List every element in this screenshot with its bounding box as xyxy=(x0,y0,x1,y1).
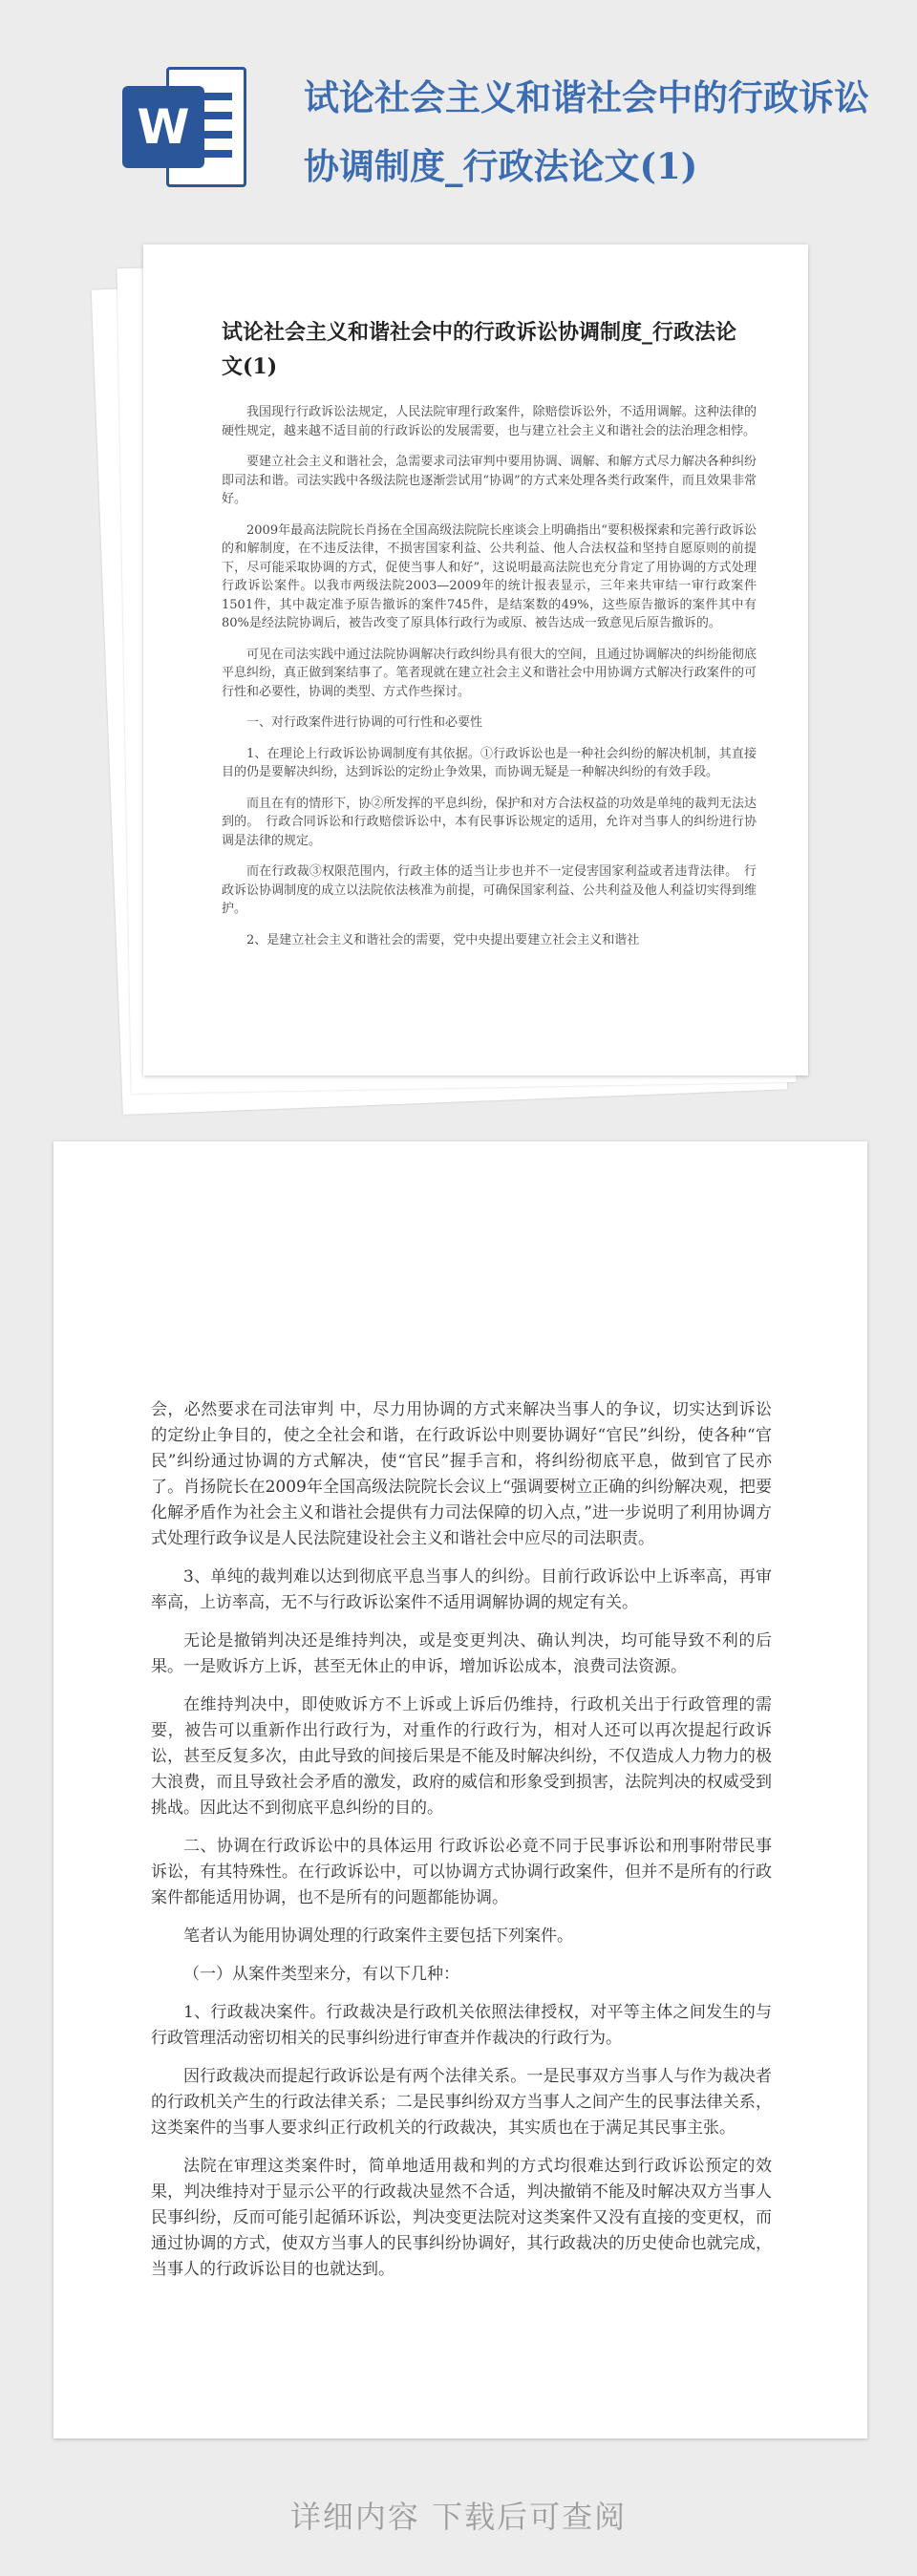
paragraph: 3、单纯的裁判难以达到彻底平息当事人的纠纷。目前行政诉讼中上诉率高，再审率高，上访率高，无不与行政诉讼案件不适用调解协调的规定有关。 xyxy=(151,1567,772,1612)
paragraph: 会，必然要求在司法审判 中，尽力用协调的方式来解决当事人的争议，切实达到诉讼的定纷止争目的，使之全社会和谐，在行政诉讼中则要协调好“官民”纠纷，使各种“官民”纠纷通过协调的方式解决，使“官民”握手言和，将纠纷彻底平息，做到官了民亦了。肖扬院长在2009年全国高级法院院长会议上“强调要树立正确的纠纷解决观，把要化解矛盾作为社会主义和谐社会提供有力司法保障的切入点，”进一步说明了利用协调方式处理行政争议是人民法院建设社会主义和谐社会中应尽的司法职责。 xyxy=(151,1400,772,1548)
page-2-body xyxy=(151,1397,772,2295)
section-heading: （一）从案件类型来分，有以下几种： xyxy=(183,1965,459,1984)
page-title: 试论社会主义和谐社会中的行政诉讼协调制度_行政法论文(1) xyxy=(304,76,869,187)
paragraph: 2009年最高法院院长肖扬在全国高级法院院长座谈会上明确指出“要积极探索和完善行政诉讼的和解制度，在不违反法律，不损害国家利益、公共利益、他人合法权益和坚持自愿原则的前提下，尽可能采取协调的方式，促使当事人和好”，这说明最高法院也充分肯定了用协调的方式处理行政诉讼案件。以我市两级法院2003—2009年的统计报表显示，三年来共审结一审行政案件1501件，其中裁定准予原告撤诉的案件745件，是结案数的49%，这些原告撤诉的案件其中有80%是经法院协调后，被告改变了原具体行政行为或原、被告达成一致意见后原告撤诉的。 xyxy=(222,522,757,630)
paragraph: 笔者认为能用协调处理的行政案件主要包括下列案件。 xyxy=(183,1927,573,1946)
paragraph: 二、协调在行政诉讼中的具体运用 行政诉讼必竟不同于民事诉讼和刑事附带民事诉讼，有其特殊性。在行政诉讼中，可以协调方式协调行政案件，但并不是所有的行政案件都能适用协调，也不是所有的问题都能协调。 xyxy=(151,1837,772,1907)
document-header xyxy=(0,0,917,244)
paragraph: 在维持判决中，即使败诉方不上诉或上诉后仍维持，行政机关出于行政管理的需要，被告可以重新作出行政行为，对重作的行政行为，相对人还可以再次提起行政诉讼，甚至反复多次，由此导致的间接后果是不能及时解决纠纷，不仅造成人力物力的极大浪费，而且导致社会矛盾的激发，政府的威信和形象受到损害，法院判决的权威受到挑战。因此达不到彻底平息纠纷的目的。 xyxy=(151,1695,772,1818)
paragraph: 而且在有的情形下，协②所发挥的平息纠纷，保护和对方合法权益的功效是单纯的裁判无法达到的。 行政合同诉讼和行政赔偿诉讼中，本有民事诉讼规定的适用，允许对当事人的纠纷进行协调是法律的规定。 xyxy=(222,796,757,848)
page-1-body xyxy=(222,403,757,962)
paragraph: 1、行政裁决案件。行政裁决是行政机关依照法律授权，对平等主体之间发生的与行政管理活动密切相关的民事纠纷进行审查并作裁决的行政行为。 xyxy=(151,2003,772,2048)
download-notice: 详细内容 下载后可查阅 xyxy=(289,2499,628,2535)
paragraph: 法院在审理这类案件时，简单地适用裁和判的方式均很难达到行政诉讼预定的效果，判决维持对于显示公平的行政裁决显然不合适，判决撤销不能及时解决双方当事人民事纠纷，反而可能引起循环诉讼，判决变更法院对这类案件又没有直接的变更权，而通过协调的方式，使双方当事人的民事纠纷协调好，其行政裁决的历史使命也就完成，当事人的行政诉讼目的也就达到。 xyxy=(151,2157,772,2279)
paragraph: 2、是建立社会主义和谐社会的需要，党中央提出要建立社会主义和谐社 xyxy=(246,932,640,947)
paragraph: 要建立社会主义和谐社会，急需要求司法审判中要用协调、调解、和解方式尽力解决各种纠纷即司法和谐。司法实践中各级法院也逐渐尝试用“协调”的方式来处理各类行政案件，而且效果非常好。 xyxy=(222,455,757,506)
paragraph: 可见在司法实践中通过法院协调解决行政纠纷具有很大的空间，且通过协调解决的纠纷能彻底平息纠纷，真正做到案结事了。笔者现就在建立社会主义和谐社会中用协调方式解决行政案件的可行性和必要性，协调的类型、方式作些探讨。 xyxy=(222,647,757,699)
paragraph: 我国现行行政诉讼法规定，人民法院审理行政案件，除赔偿诉讼外，不适用调解。这种法律的硬性规定，越来越不适目前的行政诉讼的发展需要，也与建立社会主义和谐社会的法治理念相悖。 xyxy=(222,405,757,438)
document-page-1 xyxy=(143,245,808,1075)
word-document-icon xyxy=(122,67,252,187)
word-letter-badge: W xyxy=(122,86,204,168)
paragraph: 无论是撤销判决还是维持判决，或是变更判决、确认判决，均可能导致不利的后果。一是败诉方上诉，甚至无休止的申诉，增加诉讼成本，浪费司法资源。 xyxy=(151,1631,772,1676)
paragraph: 因行政裁决而提起行政诉讼是有两个法律关系。一是民事双方当事人与作为裁决者的行政机关产生的行政法律关系；二是民事纠纷双方当事人之间产生的民事法律关系，这类案件的当事人要求纠正行政机关的行政裁决，其实质也在于满足其民事主张。 xyxy=(151,2067,772,2138)
document-page-2 xyxy=(53,1141,867,2438)
paragraph: 而在行政裁③权限范围内，行政主体的适当让步也并不一定侵害国家利益或者违背法律。 行政诉讼协调制度的成立以法院依法核准为前提，可确保国家利益、公共利益及他人利益切实得到维护。 xyxy=(222,864,757,916)
section-heading: 一、对行政案件进行协调的可行性和必要性 xyxy=(246,715,483,730)
document-title: 试论社会主义和谐社会中的行政诉讼协调制度_行政法论文(1) xyxy=(222,320,737,379)
paragraph: 1、在理论上行政诉讼协调制度有其依据。①行政诉讼也是一种社会纠纷的解决机制，其直接目的仍是要解决纠纷，达到诉讼的定纷止争效果，而协调无疑是一种解决纠纷的有效手段。 xyxy=(222,746,757,779)
